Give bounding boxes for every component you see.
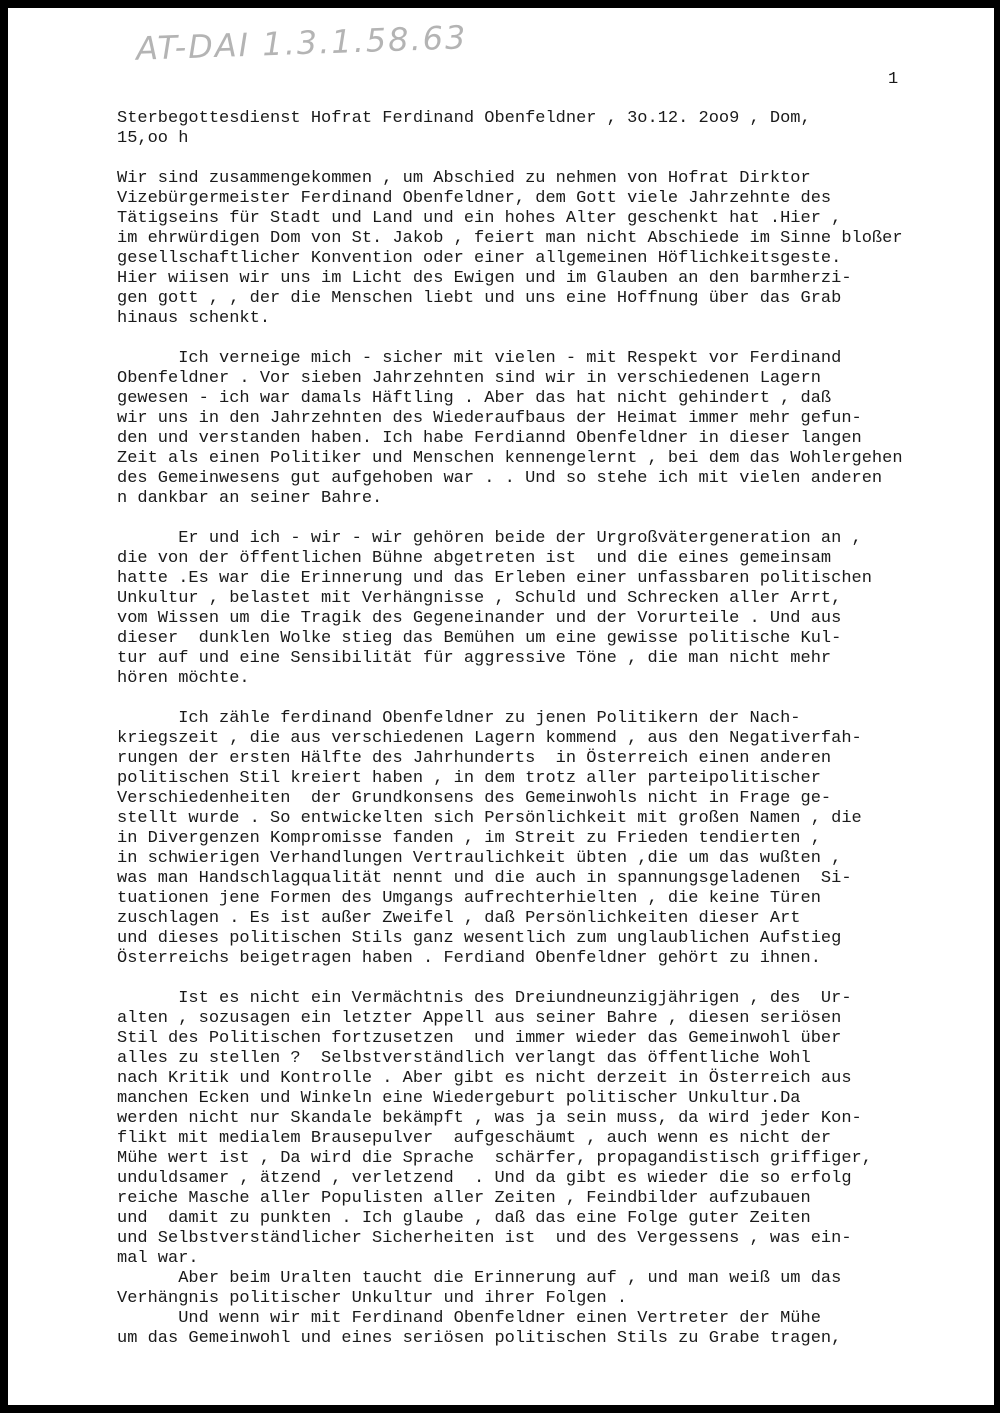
text-line: gewesen - ich war damals Häftling . Aber das hat nicht gehindert , daß xyxy=(117,389,832,408)
text-line: den und verstanden haben. Ich habe Ferdiannd Obenfeldner in dieser langen xyxy=(117,429,862,448)
text-line: Österreichs beigetragen haben . Ferdiand Obenfeldner gehört zu ihnen. xyxy=(117,949,821,968)
paragraph xyxy=(117,349,994,509)
text-line: Ist es nicht ein Vermächtnis des Dreiundneunzigjährigen , des Ur- xyxy=(117,989,852,1008)
paragraph xyxy=(117,169,994,329)
text-line: und Selbstverständlicher Sicherheiten ist und des Vergessens , was ein- xyxy=(117,1229,852,1248)
text-line: hinaus schenkt. xyxy=(117,309,271,328)
text-line: rungen der ersten Hälfte des Jahrhunderts in Österreich einen anderen xyxy=(117,749,832,768)
paragraph xyxy=(117,529,994,689)
text-line: was man Handschlagqualität nennt und die auch in spannungsgeladenen Si- xyxy=(117,869,852,888)
text-line: Wir sind zusammengekommen , um Abschied zu nehmen von Hofrat Dirktor xyxy=(117,169,811,188)
text-line: vom Wissen um die Tragik des Gegeneinander und der Vorurteile . Und aus xyxy=(117,609,842,628)
text-line: reiche Masche aller Populisten aller Zeiten , Feindbilder aufzubauen xyxy=(117,1189,811,1208)
text-line: gen gott , , der die Menschen liebt und uns eine Hoffnung über das Grab xyxy=(117,289,842,308)
text-line: und damit zu punkten . Ich glaube , daß das eine Folge guter Zeiten xyxy=(117,1209,811,1228)
text-line: tur auf und eine Sensibilität für aggressive Töne , die man nicht mehr xyxy=(117,649,832,668)
text-line: zuschlagen . Es ist außer Zweifel , daß Persönlichkeiten dieser Art xyxy=(117,909,801,928)
document-page xyxy=(8,8,994,1405)
paragraph xyxy=(117,1309,994,1349)
text-line: manchen Ecken und Winkeln eine Wiedergeburt politischer Unkultur.Da xyxy=(117,1089,801,1108)
paragraph xyxy=(117,1269,994,1309)
text-line: alles zu stellen ? Selbstverständlich verlangt das öffentliche Wohl xyxy=(117,1049,811,1068)
text-line: Mühe wert ist , Da wird die Sprache schärfer, propagandistisch griffiger, xyxy=(117,1149,872,1168)
text-line: flikt mit medialem Brausepulver aufgeschäumt , auch wenn es nicht der xyxy=(117,1129,832,1148)
document-body xyxy=(117,109,994,1349)
document-heading xyxy=(117,109,994,149)
text-line: tuationen jene Formen des Umgangs aufrechterhielten , die keine Türen xyxy=(117,889,821,908)
text-line: Obenfeldner . Vor sieben Jahrzehnten sind wir in verschiedenen Lagern xyxy=(117,369,821,388)
text-line: in schwierigen Verhandlungen Vertraulichkeit übten ,die um das wußten , xyxy=(117,849,842,868)
text-line: die von der öffentlichen Bühne abgetreten ist und die eines gemeinsam xyxy=(117,549,832,568)
text-line: Stil des Politischen fortzusetzen und immer wieder das Gemeinwohl über xyxy=(117,1029,842,1048)
text-line: hatte .Es war die Erinnerung und das Erleben einer unfassbaren politischen xyxy=(117,569,872,588)
text-line: Und wenn wir mit Ferdinand Obenfeldner einen Vertreter der Mühe xyxy=(117,1309,821,1328)
text-line: alten , sozusagen ein letzter Appell aus seiner Bahre , diesen seriösen xyxy=(117,1009,842,1028)
text-line: Vizebürgermeister Ferdinand Obenfeldner, dem Gott viele Jahrzehnte des xyxy=(117,189,832,208)
text-line: Hier wiisen wir uns im Licht des Ewigen und im Glauben an den barmherzi- xyxy=(117,269,852,288)
text-line: gesellschaftlicher Konvention oder einer allgemeinen Höflichkeitsgeste. xyxy=(117,249,842,268)
text-line: im ehrwürdigen Dom von St. Jakob , feiert man nicht Abschiede im Sinne bloßer xyxy=(117,229,903,248)
text-line: in Divergenzen Kompromisse fanden , im Streit zu Frieden tendierten , xyxy=(117,829,821,848)
text-line: Ich verneige mich - sicher mit vielen - mit Respekt vor Ferdinand xyxy=(117,349,842,368)
text-line: Unkultur , belastet mit Verhängnisse , Schuld und Schrecken aller Arrt, xyxy=(117,589,842,608)
heading-line: 15,oo h xyxy=(117,129,189,148)
text-line: um das Gemeinwohl und eines seriösen politischen Stils zu Grabe tragen, xyxy=(117,1329,842,1348)
paragraph xyxy=(117,709,994,969)
text-line: Zeit als einen Politiker und Menschen kennengelernt , bei dem das Wohlergehen xyxy=(117,449,903,468)
heading-line: Sterbegottesdienst Hofrat Ferdinand Obenfeldner , 3o.12. 2oo9 , Dom, xyxy=(117,109,811,128)
text-line: wir uns in den Jahrzehnten des Wiederaufbaus der Heimat immer mehr gefun- xyxy=(117,409,862,428)
text-line: nach Kritik und Kontrolle . Aber gibt es nicht derzeit in Österreich aus xyxy=(117,1069,852,1088)
paragraph-container xyxy=(117,169,994,1349)
page-number: 1 xyxy=(888,70,899,89)
text-line: kriegszeit , die aus verschiedenen Lagern kommend , aus den Negativerfah- xyxy=(117,729,862,748)
text-line: unduldsamer , ätzend , verletzend . Und da gibt es wieder die so erfolg xyxy=(117,1169,852,1188)
text-line: Aber beim Uralten taucht die Erinnerung auf , und man weiß um das xyxy=(117,1269,842,1288)
paragraph xyxy=(117,989,994,1269)
text-line: politischen Stil kreiert haben , in dem trotz aller parteipolitischer xyxy=(117,769,821,788)
text-line: werden nicht nur Skandale bekämpft , was ja sein muss, da wird jeder Kon- xyxy=(117,1109,862,1128)
text-line: Ich zähle ferdinand Obenfeldner zu jenen Politikern der Nach- xyxy=(117,709,801,728)
text-line: hören möchte. xyxy=(117,669,250,688)
text-line: dieser dunklen Wolke stieg das Bemühen um eine gewisse politische Kul- xyxy=(117,629,842,648)
text-line: Verhängnis politischer Unkultur und ihrer Folgen . xyxy=(117,1289,628,1308)
archive-reference-stamp: AT-DAI 1.3.1.58.63 xyxy=(135,18,468,68)
text-line: Verschiedenheiten der Grundkonsens des Gemeinwohls nicht in Frage ge- xyxy=(117,789,832,808)
text-line: Tätigseins für Stadt und Land und ein hohes Alter geschenkt hat .Hier , xyxy=(117,209,842,228)
text-line: Er und ich - wir - wir gehören beide der Urgroßvätergeneration an , xyxy=(117,529,862,548)
text-line: n dankbar an seiner Bahre. xyxy=(117,489,383,508)
text-line: mal war. xyxy=(117,1249,199,1268)
text-line: stellt wurde . So entwickelten sich Persönlichkeit mit großen Namen , die xyxy=(117,809,862,828)
text-line: und dieses politischen Stils ganz wesentlich zum unglaublichen Aufstieg xyxy=(117,929,842,948)
text-line: des Gemeinwesens gut aufgehoben war . . Und so stehe ich mit vielen anderen xyxy=(117,469,883,488)
